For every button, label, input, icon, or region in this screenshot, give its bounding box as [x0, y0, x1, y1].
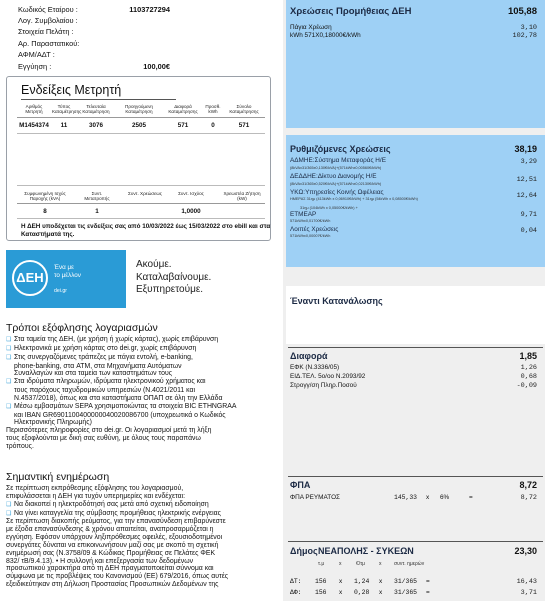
supply-charges-title: Χρεώσεις Προμήθειας ΔΕΗ	[290, 6, 412, 17]
col-day-factor: συντ. ημερών	[394, 561, 425, 567]
divider	[17, 117, 265, 118]
fixed-charge-label: Πάγια Χρέωση	[290, 24, 332, 31]
rounding-label: Στρογγ/ση Πληρ.Ποσού	[290, 382, 357, 389]
dt-times: x	[379, 578, 383, 585]
col-difference: Διαφορά Καταμέτρησης	[168, 104, 198, 115]
df-sqm: 156	[315, 589, 327, 596]
conversion-value: 1	[95, 208, 99, 215]
bullet-icon: ❑	[6, 510, 12, 517]
dei-banner-blue	[6, 250, 126, 308]
notice-bullet: ❑ Να διακοπεί η ηλεκτροδότησή σας μετά από σχετική ειδοποίηση	[6, 500, 209, 508]
deddie-value: 12,51	[516, 176, 537, 184]
partner-code-row: Κωδικός Εταίρου : 1103727294	[18, 5, 170, 14]
col-meter-number: Αριθμός Μετρητή	[25, 104, 43, 115]
efk-value: 1,26	[520, 364, 537, 372]
last-reading-value: 3076	[88, 122, 103, 129]
separator	[288, 347, 543, 348]
divider	[17, 203, 265, 204]
fixed-charge-value: 3,10	[520, 24, 537, 32]
efk-label: ΕΦΚ (Ν.3336/05)	[290, 364, 340, 371]
regulated-charges-title: Ρυθμιζόμενες Χρεώσεις	[290, 144, 391, 154]
df-label: ΔΦ:	[290, 589, 302, 596]
divider	[17, 185, 265, 186]
reading-type-value: 11	[60, 122, 68, 129]
admie-value: 3,29	[520, 158, 537, 166]
tax-id-row: ΑΦΜ/ΑΔΤ :	[18, 50, 55, 59]
vat-times: x	[426, 494, 430, 501]
df-equals: =	[426, 589, 430, 596]
divider	[21, 99, 176, 100]
special-fee-value: 0,68	[520, 373, 537, 381]
col-reading-type: Τύπος Καταμέτρησης	[52, 104, 82, 115]
divider	[17, 218, 265, 219]
dei-tagline: Ένα με το μέλλον	[54, 264, 81, 279]
vat-rate: 6%	[440, 494, 450, 501]
dt-times: x	[339, 578, 343, 585]
df-value: 3,71	[520, 589, 537, 597]
vat-label: ΦΠΑ ΡΕΥΜΑΤΟΣ	[290, 494, 341, 501]
power-factor-value: 1,0000	[181, 208, 201, 215]
col-previous-reading: Προηγούμενη Καταμέτρηση	[125, 104, 153, 115]
previous-reading-value: 2505	[131, 122, 146, 129]
bullet-icon: ❑	[6, 345, 12, 352]
payment-item: ❑ Ηλεκτρονικά με χρήση κάρτας στο dei.gr, χωρίς επιβάρυνση	[6, 344, 197, 352]
municipality-name: ΝΕΑΠΟΛΗΣ - ΣΥΚΕΩΝ	[318, 546, 414, 556]
yko-detail-2: 31ημ (104kWh x 0,05000€/kWh) +	[300, 206, 358, 210]
dei-url[interactable]: dei.gr	[54, 288, 67, 294]
payment-item: ❑ Στα ταμεία της ΔΕΗ, (με χρήση ή χωρίς κάρτας), χωρίς επιβάρυνση	[6, 336, 219, 343]
admie-detail: (8kVAx31/365x0,130€/kVA)+(571kWhx0,00560€/kWh)	[290, 166, 382, 170]
vat-base: 145,33	[394, 494, 418, 501]
dei-slogan: Ακούμε. Καταλαβαίνουμε. Εξυπηρετούμε.	[136, 259, 212, 295]
yko-detail: ΗΜΕΡΑΣ 31ημ (413kWh x 0,06910€/kWh) + 31ημ (54kWh x 0,08500€/kWh)	[290, 197, 418, 201]
col-eur-sqm: €/τμ	[356, 561, 366, 567]
divider	[17, 133, 265, 134]
admie-label: ΑΔΜΗΕ:Σύστημα Μεταφοράς Η/Ε	[290, 157, 386, 164]
payment-item: ❑ Στα ιδρύματα πληρωμών, ιδρύματα ηλεκτρονικού χρήματος και τους παρόχους ταχυδρομικών υπηρεσιών (Ν.4021/2011 και Ν.4537/2018), όπως και στα καταστήματα ΟΠΑΠ σε όλη την Ελλάδα	[6, 378, 223, 402]
payment-methods-title: Τρόποι εξόφλησης λογαριασμών	[6, 322, 158, 334]
municipality-total: 23,30	[514, 546, 537, 556]
energy-charge-value: 102,78	[512, 32, 537, 40]
bullet-icon: ❑	[6, 403, 12, 410]
difference-title: Διαφορά	[290, 351, 328, 361]
dt-days: 31/365	[394, 578, 418, 585]
vat-title: ΦΠΑ	[290, 480, 311, 490]
etmear-detail: 571kWhx0,01700€/kWh	[290, 219, 331, 223]
dt-value: 16,43	[516, 578, 537, 586]
meter-readings-title: Ενδείξεις Μετρητή	[21, 83, 122, 97]
special-fee-label: ΕΙΔ.ΤΕΛ. 5ο/οο Ν.2093/92	[290, 373, 366, 380]
col-total: Σύνολο Καταμέτρησης	[229, 104, 259, 115]
municipality-title: Δήμος	[290, 546, 318, 556]
difference-value: 571	[177, 122, 189, 129]
bullet-icon: ❑	[6, 354, 12, 361]
col-billable-demand: Χρεωστέα Ζήτηση (kW)	[223, 191, 261, 202]
additional-kwh-value: 0	[211, 122, 215, 129]
col-charge-factor: Συντ. Χρεώσεως	[127, 191, 162, 196]
deposit-row: Εγγύηση : 100,00€	[18, 62, 170, 71]
etmear-label: ΕΤΜΕΑΡ	[290, 211, 317, 218]
vat-total: 8,72	[519, 480, 537, 490]
consumption-panel	[286, 286, 545, 344]
dei-banner	[6, 250, 271, 308]
bullet-icon: ❑	[6, 379, 12, 386]
invoice-number-row: Αρ. Παραστατικού:	[18, 39, 80, 48]
col-last-reading: Τελευταία Καταμέτρηση	[82, 104, 110, 115]
etmear-value: 9,71	[520, 211, 537, 219]
vat-value: 8,72	[520, 494, 537, 502]
payment-footer: Περισσότερες πληροφορίες στο dei.gr. Οι λογαριασμοί μετά τη λήξη τους εξοφλούνται με δική σας ευθύνη, με όλους τους παραπάνω τρόπους.	[6, 427, 212, 450]
customer-info-row: Στοιχεία Πελάτη :	[18, 27, 74, 36]
payment-item: ❑ Στις συνεργαζόμενες τράπεζες με πάγια εντολή, e-banking, phone-banking, στα ATM, στα Μηχανήματα Αυτόματων Συναλλαγών και στα ταμεία των καταστημάτων τους	[6, 353, 193, 378]
supply-charges-total: 105,88	[507, 6, 537, 17]
col-conversion: Συντ. Μετατροπής	[84, 191, 110, 202]
contract-account-row: Λογ. Συμβολαίου :	[18, 16, 78, 25]
reading-window-note: Η ΔΕΗ υποδέχεται τις ενδείξεις σας από 10/03/2022 έως 15/03/2022 στο ebill και στα Καταστήματά της.	[21, 223, 271, 238]
df-rate: 0,28	[354, 589, 370, 596]
important-notice-text: Σε περίπτωση εκπρόθεσμης εξόφλησης του λογαριασμού, επιφυλάσσεται η ΔΕΗ για τυχόν υπερημερίες και ενδέχεται: ❑ Να διακοπεί η ηλεκτροδότησή σας μετά από σχετική ειδοποίηση ❑ Να γίνει καταγγελία της σύμβασης προμήθειας ηλεκτρικής ενέργειας Σε περίπτωση διακοπής ρεύματος, για την επανασύνδεση επιβαρύνεστε με έξοδα επανασύνδεσης & χρόνου απαιτείται, αναπροσαρμόζεται η εγγύηση. Εφόσον υπάρχουν ληξιπρόθεσμες οφειλές, εξουσιοδοτημένοι συνεργάτες δύναται να επικοινωνήσουν μαζί σας με σκοπό τη σχετική ενημέρωσή σας (Ν.3758/09 & Κώδικας Προμήθειας σε Πελάτες ΦΕΚ 832/ τΒ/9.4.13). • Η συλλογή και επεξεργασία των δεδομένων προσωπικού χαρακτήρα από τη ΔΕΗ πραγματοποιείται σύννομα και σύμφωνα με τις προβλέψεις του Κανονισμού (ΕΕ) 679/2016, όπως αυτές εξειδικεύτηκαν στη Δήλωση Προστασίας Προσωπικών Δεδομένων της	[6, 485, 271, 589]
dt-label: ΔΤ:	[290, 578, 302, 585]
important-notice-title: Σημαντική ενημέρωση	[6, 471, 110, 483]
yko-value: 12,64	[516, 192, 537, 200]
rounding-value: -0,09	[516, 382, 537, 390]
col-times: x	[379, 561, 382, 567]
meter-readings-box	[6, 76, 271, 241]
other-charges-label: Λοιπές Χρεώσεις	[290, 226, 339, 233]
bullet-icon: ❑	[6, 501, 12, 508]
df-times: x	[339, 589, 343, 596]
dt-sqm: 156	[315, 578, 327, 585]
dt-rate: 1,24	[354, 578, 370, 585]
regulated-charges-total: 38,19	[514, 144, 537, 154]
col-agreed-power: Συμφωνημένη Ισχύς Παροχής (kVA)	[24, 191, 66, 202]
deddie-detail: (8kVAx31/365x0,520€/kVA)+(571kWhx0,02130€/kWh)	[290, 182, 382, 186]
energy-charge-label: kWh 571X0,18000€/kWh	[290, 32, 361, 39]
notice-bullet: ❑ Να γίνει καταγγελία της σύμβασης προμήθειας ηλεκτρικής ενέργειας	[6, 509, 221, 517]
agreed-power-value: 8	[43, 208, 47, 215]
payment-methods-list	[6, 336, 271, 451]
deddie-label: ΔΕΔΔΗΕ:Δίκτυο Διανομής Η/Ε	[290, 173, 377, 180]
payment-item: ❑ Μέσω εμβασμάτων SEPA χρησιμοποιώντας τα στοιχεία BIC ETHNGRAA και IBAN GR6901100400000040020086700 (υποχρεωτικά ο Κωδικός Ηλεκτρονικής Πληρωμής)	[6, 402, 237, 427]
separator	[288, 541, 543, 542]
total-value: 571	[238, 122, 250, 129]
dei-logo: ΔΕΗ	[12, 260, 48, 296]
meter-number-value: M1454374	[19, 122, 49, 129]
bullet-icon: ❑	[6, 337, 12, 343]
yko-label: ΥΚΩ:Υπηρεσίες Κοινής Ωφέλειας	[290, 189, 384, 196]
col-additional-kwh: Προσθ. kWh	[205, 104, 221, 115]
dt-equals: =	[426, 578, 430, 585]
df-times: x	[379, 589, 383, 596]
col-power-factor: Συντ. Ισχύος	[178, 191, 204, 196]
col-times: x	[339, 561, 342, 567]
other-charges-detail: 571kWhx0,00007€/kWh	[290, 234, 331, 238]
separator	[288, 476, 543, 477]
supply-charges-panel	[286, 0, 545, 128]
difference-total: 1,85	[519, 351, 537, 361]
other-charges-value: 0,04	[520, 227, 537, 235]
df-days: 31/365	[394, 589, 418, 596]
consumption-title: Έναντι Κατανάλωσης	[290, 296, 383, 306]
vat-equals: =	[469, 494, 473, 501]
col-sqm: τ.μ	[318, 561, 325, 567]
